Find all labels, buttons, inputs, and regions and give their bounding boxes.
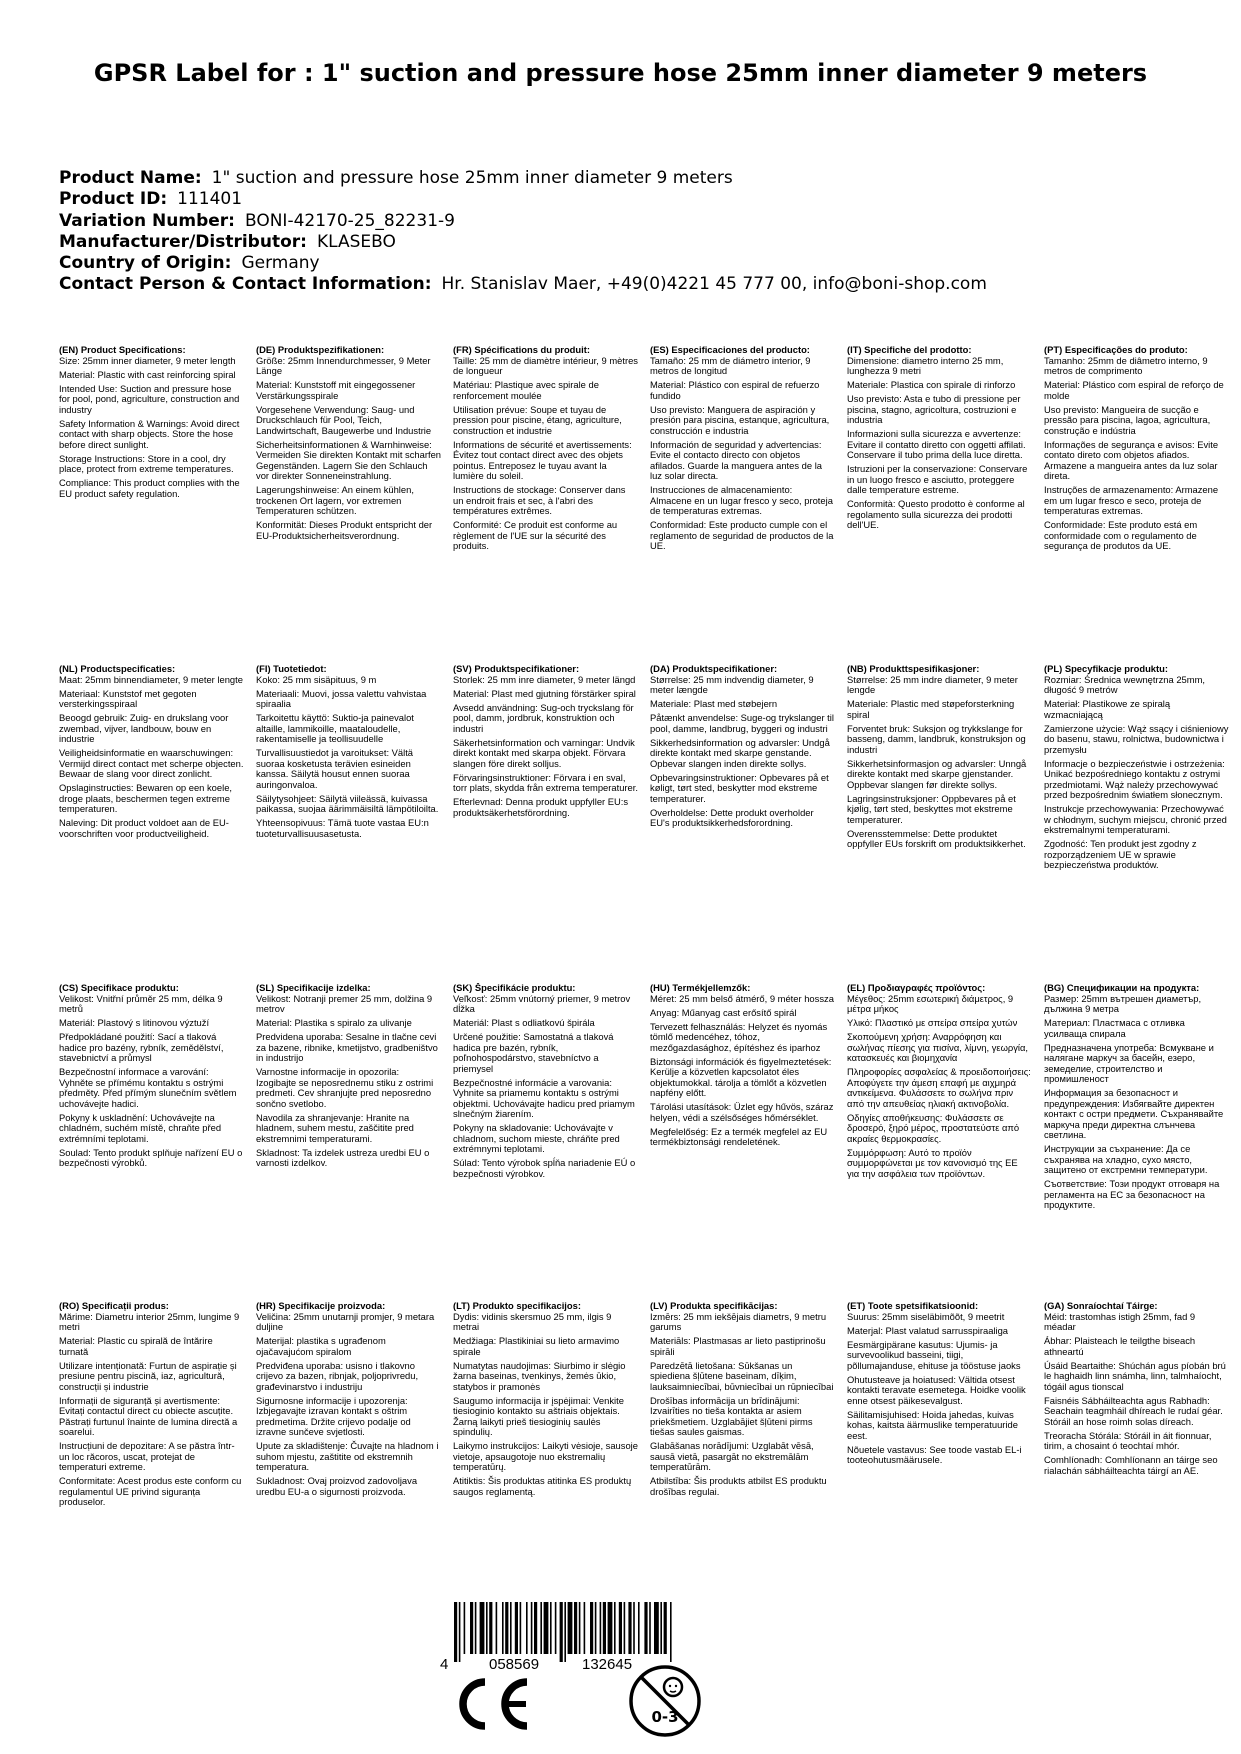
spec-line: Informații de siguranță și avertismente: Evitați contactul direct cu obiecte ascuțite. Păstrați furtunul înainte de lumina directă a soarelui. xyxy=(59,1394,238,1437)
spec-line: Faisnéis Sábháilteachta agus Rabhadh: Seachain teagmháil dhíreach le rudaí géar. Stóráil an hose roimh solas díreach. xyxy=(1044,1394,1223,1427)
spec-line: Säilytysohjeet: Säilytä viileässä, kuivassa paikassa, suojaa äärimmäisiltä lämpötiloilta. xyxy=(256,792,439,814)
spec-line: Sicherheitsinformationen & Warnhinweise: Vermeiden Sie direkten Kontakt mit scharfen Gegenständen. Lagern Sie den Schlauch vor direkter Sonneneinstrahlung. xyxy=(256,438,441,481)
barcode-digit-first: 4 xyxy=(440,1656,449,1672)
spec-title: (ES) Especificaciones del producto: xyxy=(650,345,810,355)
spec-line: Bezpečnostní informace a varování: Vyhněte se přímému kontaktu s ostrými předměty. Před přímým slunečním světlem uchovávejte hadici. xyxy=(59,1066,237,1109)
spec-line: Izmērs: 25 mm iekšējais diametrs, 9 metru garums xyxy=(650,1310,827,1332)
spec-title: (RO) Specificații produs: xyxy=(59,1301,169,1311)
spec-title: (LV) Produkta specifikācijas: xyxy=(650,1301,778,1311)
spec-line: Veľkosť: 25mm vnútorný priemer, 9 metrov dĺžka xyxy=(453,992,631,1014)
spec-line: Comhlíonadh: Comhlíonann an táirge seo rialachán sábháilteachta táirgí an AE. xyxy=(1044,1454,1218,1476)
spec-line: Anyag: Műanyag cast erősítő spirál xyxy=(650,1006,797,1018)
spec-title: (CS) Specifikace produktu: xyxy=(59,983,179,993)
info-row xyxy=(59,253,1189,274)
ce-mark-icon xyxy=(455,1676,533,1732)
barcode-bar xyxy=(526,1602,528,1654)
spec-line: Úsáid Beartaithe: Shúchán agus píobán brú le haghaidh linn snámha, linn, talmhaíocht, tógáil agus tionscal xyxy=(1044,1359,1226,1392)
spec-block xyxy=(847,345,1044,664)
spec-line: Předpokládané použití: Sací a tlaková hadice pro bazény, rybník, zemědělství, stavebnictví a průmysl xyxy=(59,1031,224,1063)
barcode-bar xyxy=(486,1602,488,1654)
spec-line: Opslaginstructies: Bewaren op een koele, droge plaats, beschermen tegen extreme temperaturen. xyxy=(59,782,233,814)
spec-line: Navodila za shranjevanje: Hranite na hladnem, suhem mestu, zaščitite pred ekstremnimi temperaturami. xyxy=(256,1111,414,1144)
spec-line: Bezpečnostné informácie a varovania: Vyhnite sa priamemu kontaktu s ostrými objektmi. Uchovávajte hadicu pred priamym slnečným žiarením. xyxy=(453,1076,635,1119)
age-warning-icon xyxy=(628,1664,702,1738)
info-label: Variation Number: xyxy=(59,210,235,231)
barcode-bar xyxy=(608,1602,613,1654)
spec-line: Naleving: Dit product voldoet aan de EU-voorschriften voor productveiligheid. xyxy=(59,817,229,839)
barcode-bar xyxy=(475,1602,477,1654)
spec-line: Beoogd gebruik: Zuig- en drukslang voor zwembad, vijver, landbouw, bouw en industrie xyxy=(59,712,229,744)
spec-line: Varnostne informacije in opozorila: Izogibajte se neposrednemu stiku z ostrimi predmeti. Cev shranjujte pred neposredno sončno svetlobo. xyxy=(256,1066,434,1109)
spec-title: (HR) Specifikacije proizvoda: xyxy=(256,1301,386,1311)
barcode-bar xyxy=(568,1602,573,1654)
spec-line: Dydis: vidinis skersmuo 25 mm, ilgis 9 metrai xyxy=(453,1310,612,1332)
spec-line: Informazioni sulla sicurezza e avvertenze: Evitare il contatto diretto con oggetti affilati. Conservare il tubo prima della luce diretta. xyxy=(847,428,1026,460)
spec-block xyxy=(847,1301,1044,1613)
info-label: Product ID: xyxy=(59,189,168,210)
spec-line: Conformité: Ce produit est conforme au règlement de l'UE sur la sécurité des produits. xyxy=(453,519,618,551)
spec-line: Conformità: Questo prodotto è conforme al regolamento sulla sicurezza dei prodotti dell'UE. xyxy=(847,498,1025,530)
spec-line: Forventet bruk: Suksjon og trykkslange for basseng, damm, landbruk, konstruksjon og industri xyxy=(847,722,1026,755)
spec-line: Opbevaringsinstruktioner: Opbevares på et køligt, tørt sted, beskytter mod ekstreme temperaturer. xyxy=(650,771,829,804)
barcode-bar xyxy=(633,1602,635,1654)
spec-title: (FR) Spécifications du produit: xyxy=(453,345,590,355)
spec-block xyxy=(453,345,650,664)
spec-line: Lagerungshinweise: An einem kühlen, trockenen Ort lagern, vor extremen Temperaturen schützen. xyxy=(256,484,414,516)
barcode-bar xyxy=(624,1602,626,1654)
info-row xyxy=(59,189,1189,210)
info-value: Hr. Stanislav Maer, +49(0)4221 45 777 00, info@boni-shop.com xyxy=(441,274,987,295)
spec-line: Material: Plast med gjutning förstärker spiral xyxy=(453,687,636,699)
spec-line: Skladnost: Ta izdelek ustreza uredbi EU o varnosti izdelkov. xyxy=(256,1146,430,1168)
barcode-bar xyxy=(664,1602,667,1654)
spec-line: Storlek: 25 mm inre diameter, 9 meter längd xyxy=(453,673,636,685)
spec-line: Информация за безопасност и предупреждения: Избягвайте директен контакт с остри предмети. Съхранявайте маркуча преди директна слънчева светлина. xyxy=(1044,1087,1224,1140)
spec-line: Größe: 25mm Innendurchmesser, 9 Meter Länge xyxy=(256,354,431,376)
spec-line: Upute za skladištenje: Čuvajte na hladnom i suhom mjestu, zaštitite od ekstremnih temperatura. xyxy=(256,1440,439,1472)
spec-block xyxy=(1044,1301,1241,1613)
spec-title: (NB) Produkttspesifikasjoner: xyxy=(847,664,980,674)
barcode-digits-left: 058569 xyxy=(489,1656,540,1672)
spec-line: Materijal: plastika s ugrađenom ojačavajućom spiralom xyxy=(256,1335,386,1357)
spec-title: (SK) Špecifikácie produktu: xyxy=(453,983,576,993)
barcode-bar xyxy=(550,1602,552,1654)
spec-line: Istruzioni per la conservazione: Conservare in un luogo fresco e asciutto, proteggere dalle temperature estreme. xyxy=(847,463,1028,495)
spec-line: Vorgesehene Verwendung: Saug- und Druckschlauch für Pool, Teich, Landwirtschaft, Baugewerbe und Industrie xyxy=(256,403,432,436)
spec-line: Predvidena uporaba: Sesalne in tlačne cevi za bazene, ribnike, kmetijstvo, gradbeništvo in industrijo xyxy=(256,1031,438,1063)
spec-line: Megfelelőség: Ez a termék megfelel az EU termékbiztonsági rendeletének. xyxy=(650,1125,828,1147)
spec-line: Maat: 25mm binnendiameter, 9 meter lengte xyxy=(59,673,243,685)
spec-line: Pokyny k uskladnění: Uchovávejte na chladném, suchém místě, chraňte před extrémními teplotami. xyxy=(59,1111,222,1144)
barcode-bar xyxy=(590,1602,593,1654)
spec-line: Nõuetele vastavus: See toode vastab EL-i tooteohutusmäärusele. xyxy=(847,1443,1022,1465)
spec-line: Mărime: Diametru interior 25mm, lungime 9 metri xyxy=(59,1310,240,1332)
spec-title: (ET) Toote spetsifikatsioonid: xyxy=(847,1301,979,1311)
spec-title: (DA) Produktspecifikationer: xyxy=(650,664,778,674)
spec-line: Efterlevnad: Denna produkt uppfyller EU:s produktsäkerhetsförordning. xyxy=(453,796,629,818)
spec-line: Materiał: Plastikowe ze spiralą wzmacniającą xyxy=(1044,698,1171,720)
spec-line: Conformitate: Acest produs este conform cu regulamentul UE privind siguranța produselor. xyxy=(59,1475,242,1507)
spec-block xyxy=(453,664,650,983)
spec-title: (BG) Спецификации на продукта: xyxy=(1044,983,1200,993)
spec-title: (NL) Productspecificaties: xyxy=(59,664,176,674)
spec-block xyxy=(1044,983,1241,1301)
spec-line: Materiaal: Kunststof met gegoten versterkingsspiraal xyxy=(59,687,197,709)
barcode-bar xyxy=(534,1602,537,1654)
barcode-bar xyxy=(603,1602,606,1654)
spec-line: Numatytas naudojimas: Siurbimo ir slėgio žarna baseinas, tvenkinys, žemės ūkio, statybos ir pramonės xyxy=(453,1359,626,1392)
spec-title: (SV) Produktspecifikationer: xyxy=(453,664,580,674)
barcode-bar xyxy=(619,1602,622,1654)
spec-line: Material: Plastika s spiralo za ulivanje xyxy=(256,1017,412,1028)
info-value: KLASEBO xyxy=(316,231,396,252)
spec-line: Atitiktis: Šis produktas atitinka ES produktų saugos reglamentą. xyxy=(453,1475,632,1497)
spec-line: Materiāls: Plastmasas ar lieto pastiprinošu spirāli xyxy=(650,1335,826,1357)
barcode-bar xyxy=(614,1602,616,1654)
barcode-bars xyxy=(454,1602,672,1662)
barcode-bar xyxy=(595,1602,597,1654)
spec-block xyxy=(453,983,650,1301)
barcode-bar xyxy=(464,1602,466,1654)
spec-line: Συμμόρφωση: Αυτό το προϊόν συμμορφώνεται με τον κανονισμό της ΕΕ για την ασφάλεια των προϊόντων. xyxy=(847,1146,1018,1179)
spec-block xyxy=(650,1301,847,1613)
spec-line: Intended Use: Suction and pressure hose for pool, pond, agriculture, construction and industry xyxy=(59,382,240,415)
spec-line: Veiligheidsinformatie en waarschuwingen: Vermijd direct contact met scherpe objecten. Bewaar de slang voor direct zonlicht. xyxy=(59,747,244,779)
spec-title: (EL) Προδιαγραφές προϊόντος: xyxy=(847,983,986,993)
spec-line: Informações de segurança e avisos: Evite contato direto com objetos afiados. Armazene a mangueira antes da luz solar direta. xyxy=(1044,438,1219,481)
spec-line: Tervezett felhasználás: Helyzet és nyomás tömlő medencéhez, tóhoz, mezőgazdasághoz, építéshez és iparhoz xyxy=(650,1020,828,1053)
barcode-bar xyxy=(600,1602,602,1654)
spec-line: Velikost: Notranji premer 25 mm, dolžina 9 metrov xyxy=(256,992,433,1014)
spec-line: Safety Information & Warnings: Avoid direct contact with sharp objects. Store the hose before direct sunlight. xyxy=(59,417,240,450)
spec-line: Sukladnost: Ovaj proizvod zadovoljava uredbu EU-a o sigurnosti proizvoda. xyxy=(256,1475,418,1497)
spec-title: (IT) Specifiche del prodotto: xyxy=(847,345,972,355)
spec-line: Instruções de armazenamento: Armazene em um lugar fresco e seco, proteja de temperaturas extremas. xyxy=(1044,484,1219,516)
info-row xyxy=(59,211,1189,232)
spec-line: Material: Plastic cu spirală de întărire turnată xyxy=(59,1335,213,1357)
spec-line: Saugumo informacija ir įspėjimai: Venkite tiesioginio kontakto su aštriais objektais. Žarną laikyti prieš tiesioginių saulės spindulių. xyxy=(453,1394,624,1437)
spec-line: Paredzētā lietošana: Sūkšanas un spiediena šļūtene baseinam, dīķim, lauksaimniecībai, būvniecībai un rūpniecībai xyxy=(650,1359,834,1392)
spec-line: Materiale: Plastic med støpeforsterkning spiral xyxy=(847,698,1015,720)
spec-line: Ohutusteave ja hoiatused: Vältida otsest kontakti teravate esemetega. Hoidke voolik enne otsest päikesevalgust. xyxy=(847,1373,1026,1406)
barcode-digits-right: 132645 xyxy=(582,1656,633,1672)
spec-line: Overensstemmelse: Dette produktet oppfyller EUs forskrift om produktsikkerhet. xyxy=(847,827,1026,849)
spec-line: Tárolási utasítások: Üzlet egy hűvös, száraz helyen, védi a szélsőséges hőmérséklet. xyxy=(650,1101,834,1123)
spec-line: Tarkoitettu käyttö: Suktio-ja painevalot altaille, lammikoille, maataloudelle, rakentamiselle ja teollisuudelle xyxy=(256,712,414,744)
spec-title: (FI) Tuotetiedot: xyxy=(256,664,327,674)
spec-line: Materjal: Plast valatud sarrusspiraaliga xyxy=(847,1324,1009,1336)
spec-line: Материал: Пластмаса с отливка усилваща спирала xyxy=(1044,1017,1185,1039)
barcode-bar xyxy=(520,1602,522,1654)
info-row xyxy=(59,232,1189,253)
barcode-bar xyxy=(544,1602,549,1654)
spec-line: Turvallisuustiedot ja varoitukset: Vältä suoraa kosketusta terävien esineiden kanssa. Säilytä housut ennen suoraa auringonvaloa. xyxy=(256,747,414,790)
spec-title: (PT) Especificações do produto: xyxy=(1044,345,1188,355)
spec-line: Σκοπούμενη χρήση: Αναρρόφηση και σωλήνας πίεσης για πισίνα, λίμνη, γεωργία, κατασκευές και βιομηχανία xyxy=(847,1031,1029,1063)
spec-title: (EN) Product Specifications: xyxy=(59,345,186,355)
spec-line: Materiale: Plastica con spirale di rinforzo xyxy=(847,379,1016,390)
spec-line: Soulad: Tento produkt splňuje nařízení EU o bezpečnosti výrobků. xyxy=(59,1146,243,1168)
spec-line: Instrucciones de almacenamiento: Almacene en un lugar fresco y seco, proteja de temperaturas extremas. xyxy=(650,484,833,516)
spec-block xyxy=(59,664,256,983)
barcode-bar xyxy=(560,1602,563,1662)
spec-line: Biztonsági információk és figyelmeztetések: Kerülje a közvetlen kapcsolatot éles objektumokkal. tárolja a tömlőt a közvetlen napfény előtt. xyxy=(650,1055,832,1098)
spec-line: Размер: 25mm вътрешен диаметър, дължина 9 метра xyxy=(1044,992,1202,1014)
barcode-bar xyxy=(459,1602,461,1662)
barcode-bar xyxy=(540,1602,542,1654)
spec-line: Informations de sécurité et avertissements: Évitez tout contact direct avec des objets pointus. Entreposez le tuyau avant la lumière du soleil. xyxy=(453,438,632,481)
barcode-bar xyxy=(574,1602,577,1654)
spec-line: Instrucțiuni de depozitare: A se păstra într-un loc răcoros, uscat, protejat de temperaturi extreme. xyxy=(59,1440,235,1472)
spec-line: Υλικό: Πλαστικό με σπείρα σπείρα χυτών xyxy=(847,1017,1018,1028)
barcode-bar xyxy=(638,1602,640,1654)
spec-line: Material: Plástico com espiral de reforço de molde xyxy=(1044,379,1224,401)
spec-line: Suurus: 25mm siseläbimõõt, 9 meetrit xyxy=(847,1310,1005,1322)
barcode-bar xyxy=(470,1602,473,1654)
spec-title: (HU) Termékjellemzők: xyxy=(650,983,751,993)
spec-block xyxy=(256,345,453,664)
spec-line: Zamierzone użycie: Wąż ssący i ciśnieniowy do basenu, stawu, rolnictwa, budownictwa i przemysłu xyxy=(1044,722,1229,755)
info-row xyxy=(59,168,1189,189)
spec-line: Lagringsinstruksjoner: Oppbevares på et kjølig, tørt sted, beskyttes mot ekstreme temperaturer. xyxy=(847,792,1016,825)
info-value: Germany xyxy=(241,253,320,274)
spec-line: Tamanho: 25mm de diâmetro interno, 9 metros de comprimento xyxy=(1044,354,1208,376)
spec-line: Treoracha Stórála: Stóráil in áit fionnuar, tirim, a chosaint ó teochtaí mhór. xyxy=(1044,1429,1212,1451)
barcode-bar xyxy=(660,1602,662,1654)
info-value: BONI-42170-25_82231-9 xyxy=(244,210,455,231)
info-label: Product Name: xyxy=(59,168,202,188)
barcode-bar xyxy=(555,1602,557,1654)
spec-line: Conformidade: Este produto está em conformidade com o regulamento de segurança de produtos da UE. xyxy=(1044,519,1198,551)
spec-line: Méret: 25 mm belső átmérő, 9 méter hossza xyxy=(650,992,834,1004)
spec-line: Materiale: Plast med støbejern xyxy=(650,698,778,709)
barcode-bar xyxy=(496,1602,498,1654)
spec-line: Material: Plástico con espiral de refuerzo fundido xyxy=(650,379,820,401)
info-label: Manufacturer/Distributor: xyxy=(59,231,307,252)
spec-line: Ábhar: Plaisteach le teilgthe biseach athneartú xyxy=(1044,1335,1196,1357)
spec-line: Material: Plastic with cast reinforcing spiral xyxy=(59,368,236,380)
age-range-text: 0-3 xyxy=(651,1708,679,1726)
spec-line: Instrukcje przechowywania: Przechowywać w chłodnym, suchym miejscu, chronić przed ekstremalnymi temperaturami. xyxy=(1044,803,1227,835)
spec-line: Taille: 25 mm de diamètre intérieur, 9 mètres de longueur xyxy=(453,354,638,376)
product-info xyxy=(59,168,1189,296)
spec-line: Velikost: Vnitřní průměr 25 mm, délka 9 metrů xyxy=(59,992,223,1014)
spec-block xyxy=(1044,664,1241,983)
barcode-bar xyxy=(454,1602,457,1662)
barcode-bar xyxy=(489,1602,492,1654)
spec-line: Предназначена употреба: Всмукване и налягане маркуч за басейн, езеро, земеделие, строителство и промишленост xyxy=(1044,1041,1214,1084)
spec-line: Dimensione: diametro interno 25 mm, lunghezza 9 metri xyxy=(847,354,1004,376)
barcode-bar xyxy=(644,1602,647,1654)
spec-line: Materiaali: Muovi, jossa valettu vahvistaa spiraalia xyxy=(256,687,427,709)
spec-line: Size: 25mm inner diameter, 9 meter length xyxy=(59,354,236,366)
spec-title: (DE) Produktspezifikationen: xyxy=(256,345,385,355)
spec-line: Atbilstība: Šis produkts atbilst ES produktu drošības regulai. xyxy=(650,1475,827,1497)
spec-block xyxy=(59,1301,256,1613)
spec-line: Medžiaga: Plastikiniai su lieto armavimo spirale xyxy=(453,1335,620,1357)
barcode-bar xyxy=(579,1602,581,1654)
barcode-bar xyxy=(531,1602,533,1654)
barcode-bar xyxy=(515,1602,518,1654)
spec-block xyxy=(650,345,847,664)
spec-title: (SL) Specifikacije izdelka: xyxy=(256,983,371,993)
spec-block xyxy=(453,1301,650,1613)
spec-line: Uso previsto: Asta e tubo di pressione per piscina, stagno, agricoltura, costruzioni e industria xyxy=(847,393,1021,425)
spec-line: Predviđena uporaba: usisno i tlakovno crijevo za bazen, ribnjak, poljoprivredu, građevinarstvo i industriju xyxy=(256,1359,419,1392)
spec-line: Zgodność: Ten produkt jest zgodny z rozporządzeniem UE w sprawie bezpieczeństwa produktów. xyxy=(1044,838,1197,870)
barcode-bar xyxy=(628,1602,631,1654)
spec-line: Konformität: Dieses Produkt entspricht der EU-Produktsicherheitsverordnung. xyxy=(256,519,433,541)
spec-block xyxy=(650,664,847,983)
barcode xyxy=(440,1602,695,1672)
spec-line: Størrelse: 25 mm indvendig diameter, 9 meter længde xyxy=(650,673,814,695)
spec-line: Matériau: Plastique avec spirale de renforcement moulée xyxy=(453,379,599,401)
spec-line: Méid: trastomhas istigh 25mm, fad 9 méadar xyxy=(1044,1310,1196,1332)
specifications-grid xyxy=(59,345,1241,1613)
spec-line: Veličina: 25mm unutarnji promjer, 9 metara duljine xyxy=(256,1310,435,1332)
spec-line: Tamaño: 25 mm de diámetro interior, 9 metros de longitud xyxy=(650,354,811,376)
spec-line: Uso previsto: Mangueira de sucção e pressão para piscina, lagoa, agricultura, construção e indústria xyxy=(1044,403,1211,436)
spec-block xyxy=(847,664,1044,983)
spec-line: Størrelse: 25 mm indre diameter, 9 meter lengde xyxy=(847,673,1018,695)
barcode-bar xyxy=(510,1602,512,1654)
spec-line: Koko: 25 mm sisäpituus, 9 m xyxy=(256,673,377,685)
spec-line: Súlad: Tento výrobok spĺňa nariadenie EÚ o bezpečnosti výrobkov. xyxy=(453,1157,636,1179)
spec-title: (LT) Produkto specifikacijos: xyxy=(453,1301,581,1311)
spec-line: Informacje o bezpieczeństwie i ostrzeżenia: Unikać bezpośredniego kontaktu z ostrymi przedmiotami. Wąż należy przechowywać przed bezpośrednim światłem słonecznym. xyxy=(1044,757,1225,800)
spec-line: Sigurnosne informacije i upozorenja: Izbjegavajte izravan kontakt s oštrim predmetima. Držite crijevo podalje od izravne sunčeve svjetlosti. xyxy=(256,1394,411,1437)
page-title: GPSR Label for : 1" suction and pressure hose 25mm inner diameter 9 meters xyxy=(93,59,1148,87)
barcode-bar xyxy=(505,1602,508,1654)
spec-block xyxy=(847,983,1044,1301)
spec-line: Säilitamisjuhised: Hoida jahedas, kuivas kohas, kaitsta äärmuslike temperatuuride eest. xyxy=(847,1408,1018,1441)
spec-line: Pokyny na skladovanie: Uchovávajte v chladnom, suchom mieste, chráňte pred extrémnymi teplotami. xyxy=(453,1122,620,1154)
spec-block xyxy=(59,983,256,1301)
spec-block xyxy=(256,664,453,983)
spec-line: Rozmiar: Średnica wewnętrzna 25mm, długość 9 metrów xyxy=(1044,673,1205,695)
info-value: 111401 xyxy=(177,189,243,210)
spec-line: Glabāšanas norādījumi: Uzglabāt vēsā, sausā vietā, pasargāt no ekstremālām temperatūrām. xyxy=(650,1440,814,1472)
spec-line: Laikymo instrukcijos: Laikyti vėsioje, sausoje vietoje, apsaugotoje nuo ekstremalių temperatūrų. xyxy=(453,1440,638,1472)
spec-line: Yhteensopivuus: Tämä tuote vastaa EU:n tuoteturvallisuusasetusta. xyxy=(256,817,429,839)
spec-title: (PL) Specyfikacje produktu: xyxy=(1044,664,1168,674)
spec-line: Sikkerhetsinformasjon og advarsler: Unngå direkte kontakt med skarpe gjenstander. Oppbevar slangen før direkte sollys. xyxy=(847,757,1027,790)
spec-line: Drošības informācija un brīdinājumi: Izvairīties no tieša kontakta ar asiem priekšmetiem. Uzglabājiet šļūteni pirms tiešas saules gaismas. xyxy=(650,1394,813,1437)
spec-line: Påtænkt anvendelse: Suge-og trykslanger til pool, damme, landbrug, byggeri og industri xyxy=(650,712,834,734)
spec-line: Förvaringsinstruktioner: Förvara i en sval, torr plats, skydda från extrema temperaturer. xyxy=(453,771,638,793)
barcode-bar xyxy=(584,1602,586,1654)
info-value: 1" suction and pressure hose 25mm inner diameter 9 meters xyxy=(211,168,733,188)
baby-face-icon xyxy=(664,1678,682,1696)
info-label: Country of Origin: xyxy=(59,253,232,274)
spec-line: Utilisation prévue: Soupe et tuyau de pression pour piscine, étang, agriculture, construction et industrie xyxy=(453,403,622,436)
spec-block xyxy=(650,983,847,1301)
spec-line: Información de seguridad y advertencias: Evite el contacto directo con objetos afilados. Guarde la manguera antes de la luz solar directa. xyxy=(650,438,822,481)
spec-line: Eesmärgipärane kasutus: Ujumis- ja survevoolikud basseini, tiigi, põllumajanduse, ehituse ja tööstuse jaoks xyxy=(847,1338,1021,1371)
spec-line: Πληροφορίες ασφαλείας & προειδοποιήσεις: Αποφύγετε την άμεση επαφή με αιχμηρά αντικείμενα. Φυλάσσετε το σωλήνα πριν από την απευθείας ηλιακή ακτινοβολία. xyxy=(847,1066,1031,1109)
spec-line: Съответствие: Този продукт отговаря на регламента на ЕС за безопасност на продуктите. xyxy=(1044,1178,1220,1210)
barcode-bar xyxy=(649,1602,651,1654)
spec-line: Οδηγίες αποθήκευσης: Φυλάσσετε σε δροσερό, ξηρό μέρος, προστατεύστε από ακραίες θερμοκρασίες. xyxy=(847,1111,1020,1144)
barcode-bar xyxy=(480,1602,485,1654)
barcode-bar xyxy=(654,1602,659,1654)
barcode-bar xyxy=(670,1602,672,1662)
info-label: Contact Person & Contact Information: xyxy=(59,274,432,295)
spec-line: Overholdelse: Dette produkt overholder EU's produktsikkerhedsforordning. xyxy=(650,806,814,828)
spec-block xyxy=(256,1301,453,1613)
spec-line: Materiál: Plastový s litinovou výztuží xyxy=(59,1017,210,1028)
spec-line: Sikkerhedsinformation og advarsler: Undgå direkte kontakt med skarpe genstande. Opbevar slangen inden direkte sollys. xyxy=(650,736,830,769)
spec-title: (GA) Sonraíochtaí Táirge: xyxy=(1044,1301,1158,1311)
spec-line: Material: Kunststoff mit eingegossener Verstärkungsspirale xyxy=(256,379,416,401)
info-row xyxy=(59,274,1189,295)
spec-line: Säkerhetsinformation och varningar: Undvik direkt kontakt med skarpa objekt. Förvara slangen före direkt solljus. xyxy=(453,736,635,769)
spec-line: Uso previsto: Manguera de aspiración y presión para piscina, estanque, agricultura, construcción e industria xyxy=(650,403,830,436)
spec-line: Utilizare intenționată: Furtun de aspirație și presiune pentru piscină, iaz, agricultură, construcții și industrie xyxy=(59,1359,237,1392)
spec-line: Avsedd användning: Sug-och tryckslang för pool, damm, jordbruk, konstruktion och industri xyxy=(453,701,634,734)
spec-line: Conformidad: Este producto cumple con el reglamento de seguridad de productos de la UE. xyxy=(650,519,834,551)
spec-line: Určené použitie: Samostatná a tlaková hadica pre bazén, rybník, poľnohospodárstvo, stavebníctvo a priemysel xyxy=(453,1031,614,1074)
spec-block xyxy=(256,983,453,1301)
spec-line: Compliance: This product complies with the EU product safety regulation. xyxy=(59,477,240,499)
spec-line: Μέγεθος: 25mm εσωτερική διάμετρος, 9 μέτρα μήκος xyxy=(847,992,1014,1014)
spec-block xyxy=(59,345,256,664)
spec-block xyxy=(1044,345,1241,664)
barcode-bar xyxy=(564,1602,566,1662)
spec-line: Storage Instructions: Store in a cool, dry place, protect from extreme temperatures. xyxy=(59,452,234,474)
barcode-bar xyxy=(502,1602,504,1654)
spec-line: Materiál: Plast s odliatkovú špirála xyxy=(453,1017,595,1028)
spec-line: Instructions de stockage: Conserver dans un endroit frais et sec, à l'abri des températures extrêmes. xyxy=(453,484,626,516)
spec-line: Инструкции за съхранение: Да се съхранява на хладно, сухо място, защитено от екстремни температури. xyxy=(1044,1143,1208,1175)
